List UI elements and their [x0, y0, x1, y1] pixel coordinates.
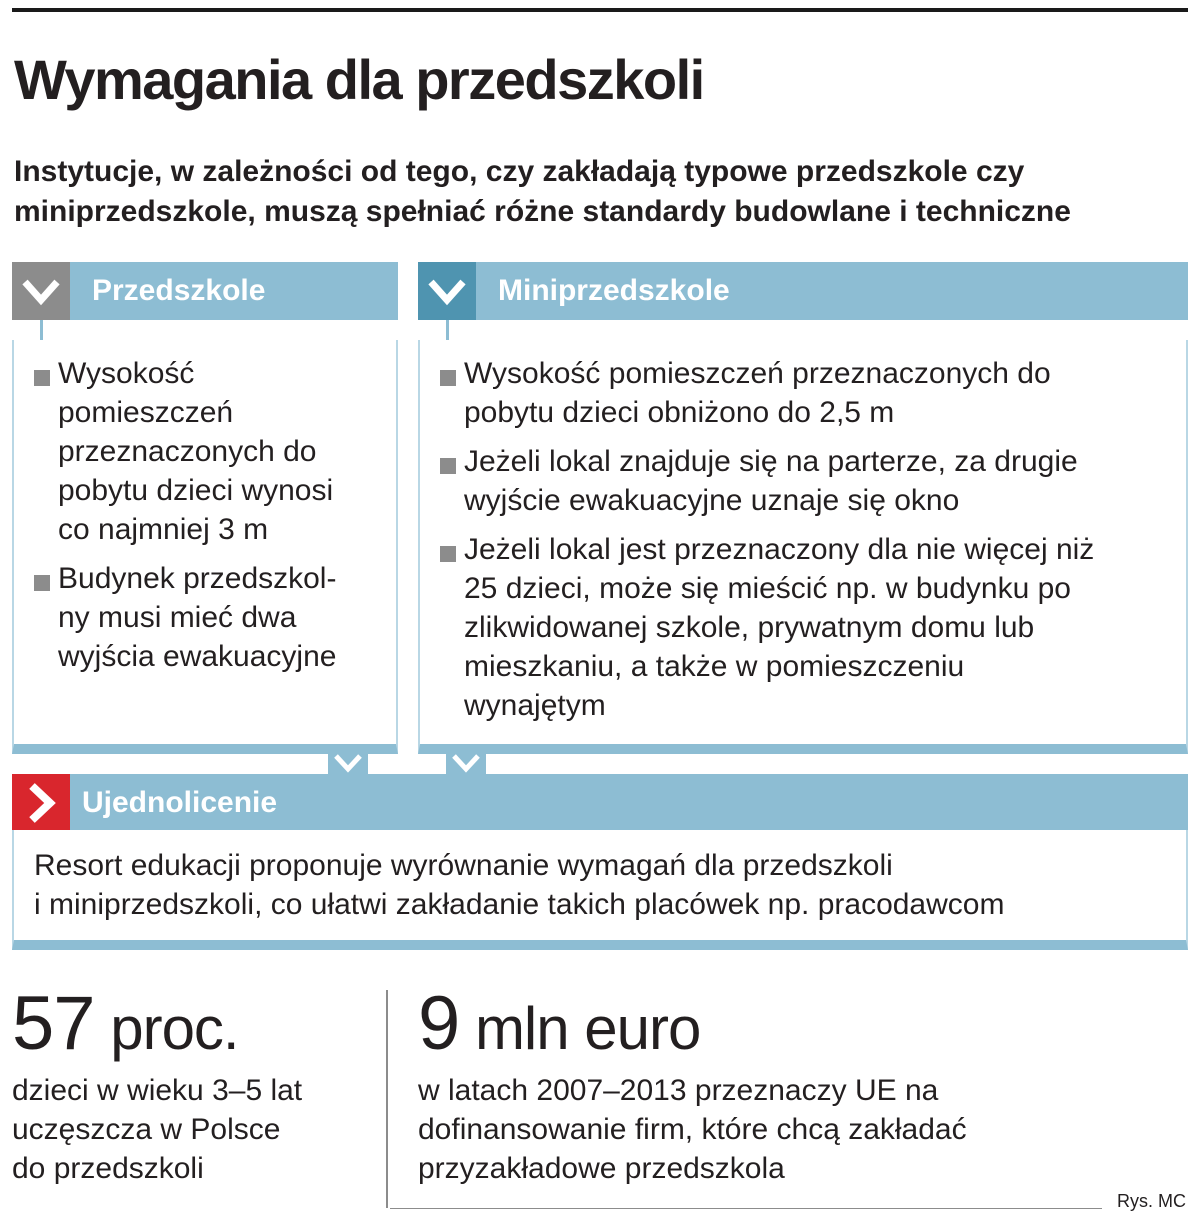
subtitle-line: Instytucje, w zależności od tego, czy zakładają typowe przedszkole czy	[14, 155, 1025, 188]
stat-block	[12, 982, 302, 1188]
list-item-line: mieszkaniu, a także w pomieszczeniu	[464, 650, 965, 683]
subtitle-line: miniprzedszkole, muszą spełniać różne standardy budowlane i techniczne	[14, 195, 1071, 228]
credit: Rys. MC	[1117, 1191, 1186, 1211]
list-item-line: wyjście ewakuacyjne uznaje się okno	[464, 484, 960, 517]
list-item	[440, 530, 1186, 725]
list-item-line: 25 dzieci, może się mieścić np. w budynku po	[464, 572, 1071, 605]
list-item-line: Budynek przedszkol-	[58, 562, 337, 595]
subtitle	[14, 152, 1190, 232]
stat-block	[418, 982, 967, 1188]
stat-line: dzieci w wieku 3–5 lat	[12, 1074, 303, 1107]
chevron-right-icon	[12, 774, 70, 832]
przedszkole-heading: Przedszkole	[92, 274, 266, 307]
stat-value	[418, 982, 967, 1071]
body-line: i miniprzedszkoli, co ułatwi zakładanie takich placówek np. pracodawcom	[34, 888, 1005, 921]
header-tick	[40, 320, 43, 340]
list-item-line: pomieszczeń	[58, 396, 234, 429]
list-item	[34, 354, 396, 549]
list-item	[440, 354, 1186, 432]
przedszkole-header	[12, 262, 398, 320]
ujednolicenie-body	[12, 830, 1188, 950]
list-item-line: pobytu dzieci obniżono do 2,5 m	[464, 396, 895, 429]
list-item-line: zlikwidowanej szkole, prywatnym domu lub	[464, 611, 1035, 644]
list-item-line: Wysokość pomieszczeń przeznaczonych do	[464, 357, 1051, 390]
miniprzedszkole-panel	[418, 340, 1188, 754]
list-item-line: co najmniej 3 m	[58, 513, 269, 546]
ujednolicenie-header	[12, 774, 1188, 832]
przedszkole-panel	[12, 340, 398, 754]
chevron-down-icon	[418, 262, 476, 320]
bottom-rule	[390, 1208, 1102, 1209]
stat-line: uczęszcza w Polsce	[12, 1113, 281, 1146]
stat-unit: mln euro	[459, 995, 701, 1062]
stat-description	[12, 1071, 302, 1188]
stat-value	[12, 982, 302, 1071]
stat-line: do przedszkoli	[12, 1152, 204, 1185]
page-title: Wymagania dla przedszkoli	[14, 48, 704, 111]
miniprzedszkole-header	[418, 262, 1188, 320]
connector-arrow-icon	[446, 752, 486, 776]
body-line: Resort edukacji proponuje wyrównanie wymagań dla przedszkoli	[34, 849, 893, 882]
list-item-line: wynajętym	[464, 689, 606, 722]
stat-number: 9	[418, 981, 460, 1066]
header-tick	[446, 320, 449, 340]
top-rule	[12, 8, 1188, 12]
connector-arrow-icon	[328, 752, 368, 776]
list-item-line: wyjścia ewakuacyjne	[58, 640, 337, 673]
stat-divider	[386, 990, 388, 1208]
stat-line: w latach 2007–2013 przeznaczy UE na	[418, 1074, 939, 1107]
list-item-line: pobytu dzieci wynosi	[58, 474, 334, 507]
list-item-line: Jeżeli lokal jest przeznaczony dla nie więcej niż	[464, 533, 1095, 566]
stat-description	[418, 1071, 967, 1188]
list-item-line: ny musi mieć dwa	[58, 601, 297, 634]
list-item-line: Jeżeli lokal znajduje się na parterze, za drugie	[464, 445, 1078, 478]
ujednolicenie-heading: Ujednolicenie	[82, 786, 278, 819]
list-item	[34, 559, 396, 676]
chevron-down-icon	[12, 262, 70, 320]
list-item	[440, 442, 1186, 520]
stat-unit: proc.	[94, 995, 239, 1062]
list-item-line: Wysokość	[58, 357, 195, 390]
list-item-line: przeznaczonych do	[58, 435, 317, 468]
stat-line: dofinansowanie firm, które chcą zakładać	[418, 1113, 967, 1146]
stat-number: 57	[12, 981, 95, 1066]
stat-line: przyzakładowe przedszkola	[418, 1152, 785, 1185]
miniprzedszkole-heading: Miniprzedszkole	[498, 274, 730, 307]
